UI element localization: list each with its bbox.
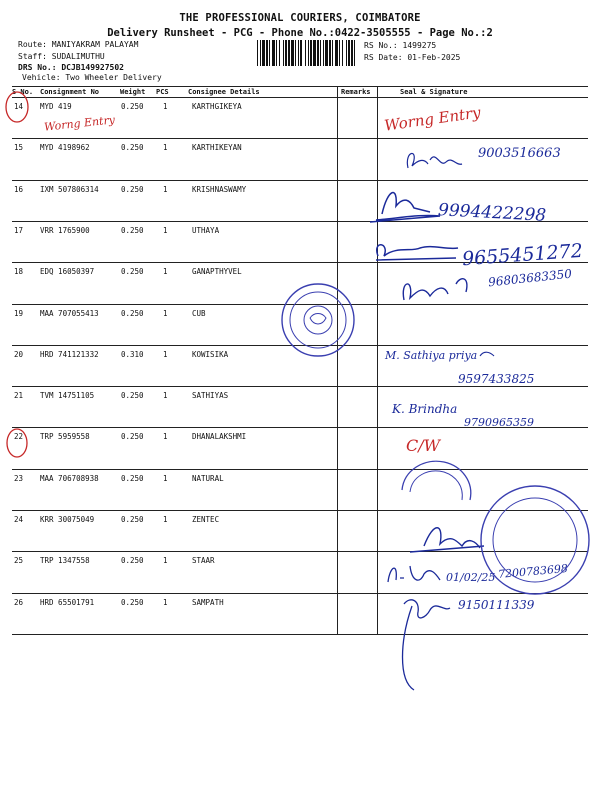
row16-phone: 9994422298 <box>437 200 547 226</box>
cell-consignment-no: MYD 4198962 <box>40 143 90 153</box>
col-header-pcs: PCS <box>156 88 169 96</box>
cell-pcs: 1 <box>163 267 168 277</box>
row17-phone: 9655451272 <box>461 239 584 271</box>
row20-name: M. Sathiya priya <box>385 349 478 362</box>
signature-row18 <box>403 279 467 300</box>
cell-consignment-no: MAA 707055413 <box>40 308 99 318</box>
cell-sno: 17 <box>14 225 24 235</box>
cell-consignment-no: HRD 741121332 <box>40 349 99 359</box>
cell-consignment-no: KRR 30075049 <box>40 515 95 524</box>
cell-consignee: ZENTEC <box>192 515 220 524</box>
large-stamp-rows24-25 <box>481 486 589 594</box>
cell-pcs: 1 <box>163 225 168 235</box>
row15-phone: 9003516663 <box>478 146 561 161</box>
cell-consignment-no: EDQ 16050397 <box>40 267 95 277</box>
cell-weight: 0.250 <box>121 515 144 524</box>
cell-sno: 26 <box>14 597 24 607</box>
cell-consignee: SATHIYAS <box>192 391 229 401</box>
signature-row20 <box>480 352 494 356</box>
cell-consignment-no: MYD 419 <box>40 102 72 111</box>
signature-row26 <box>403 600 451 690</box>
signature-row16 <box>370 193 440 222</box>
cell-consignment-no: TVM 14751105 <box>40 391 95 401</box>
cell-sno: 19 <box>14 308 24 318</box>
cell-weight: 0.250 <box>121 225 144 235</box>
cell-weight: 0.250 <box>121 473 144 483</box>
row21-name: K. Brindha <box>392 402 458 416</box>
col-header-seal: Seal & Signature <box>400 88 468 96</box>
signature-row24 <box>410 528 484 552</box>
cell-weight: 0.250 <box>121 267 144 277</box>
cell-consignee: KOWISIKA <box>192 349 229 359</box>
col-header-sno: S No. <box>12 88 34 96</box>
route-label: Route: MANIYAKRAM PALAYAM <box>18 40 139 49</box>
cell-pcs: 1 <box>163 308 168 318</box>
cell-pcs: 1 <box>163 184 168 194</box>
round-stamp-row19 <box>282 284 354 356</box>
signature-row17 <box>376 245 458 260</box>
cell-sno: 16 <box>14 184 24 194</box>
runsheet-title: Delivery Runsheet - PCG - Phone No.:0422-3505555 - Page No.:2 <box>107 27 493 39</box>
cell-weight: 0.250 <box>121 391 144 401</box>
partial-stamp-rows23-24 <box>402 461 471 500</box>
cell-pcs: 1 <box>163 597 168 607</box>
cell-sno: 23 <box>14 473 24 483</box>
row14-signature-note: Worng Entry <box>383 103 482 135</box>
row25-phone: 7200783698 <box>497 561 569 582</box>
cell-sno: 24 <box>14 515 24 524</box>
cell-consignment-no: TRP 1347558 <box>40 556 90 566</box>
company-title: THE PROFESSIONAL COURIERS, COIMBATORE <box>179 12 421 24</box>
cell-pcs: 1 <box>163 102 168 111</box>
row22-note: C/W <box>406 436 441 455</box>
cell-weight: 0.250 <box>121 143 144 153</box>
cell-sno: 25 <box>14 556 24 566</box>
cell-sno: 15 <box>14 143 24 153</box>
red-circle-row14 <box>6 92 28 122</box>
cell-consignee: UTHAYA <box>192 225 220 235</box>
cell-pcs: 1 <box>163 556 168 566</box>
cell-weight: 0.310 <box>121 349 144 359</box>
cell-consignment-no: IXM 507806314 <box>40 184 99 194</box>
cell-consignee: KARTHIKEYAN <box>192 143 242 153</box>
row18-phone: 96803683350 <box>487 266 573 290</box>
cell-consignment-no: MAA 706708938 <box>40 473 99 483</box>
cell-weight: 0.250 <box>121 308 144 318</box>
cell-pcs: 1 <box>163 473 168 483</box>
staff-label: Staff: SUDALIMUTHU <box>18 52 105 61</box>
cell-weight: 0.250 <box>121 597 144 607</box>
red-circle-row22 <box>7 429 27 457</box>
drs-label: DRS No.: DCJB149927502 <box>18 63 124 72</box>
signature-row15 <box>407 153 462 168</box>
col-header-consignment: Consignment No <box>40 88 100 96</box>
cell-weight: 0.250 <box>121 102 144 111</box>
row25-date: 01/02/25 <box>446 571 496 584</box>
row20-phone: 9597433825 <box>458 372 535 386</box>
vehicle-label: Vehicle: Two Wheeler Delivery <box>22 73 162 82</box>
cell-pcs: 1 <box>163 432 168 442</box>
cell-pcs: 1 <box>163 143 168 153</box>
row21-phone: 9790965359 <box>464 416 534 429</box>
cell-weight: 0.250 <box>121 184 144 194</box>
rs-no-label: RS No.: 1499275 <box>364 41 437 50</box>
cell-consignee: KRISHNASWAMY <box>192 184 247 194</box>
cell-sno: 20 <box>14 349 24 359</box>
cell-sno: 18 <box>14 267 24 277</box>
cell-consignee: NATURAL <box>192 473 224 483</box>
col-header-remarks: Remarks <box>341 88 371 96</box>
row26-phone: 9150111339 <box>458 598 535 612</box>
cell-pcs: 1 <box>163 349 168 359</box>
cell-consignee: KARTHGIKEYA <box>192 102 242 111</box>
cell-consignment-no: HRD 65501791 <box>40 597 95 607</box>
cell-sno: 14 <box>14 102 24 111</box>
cell-consignee: CUB <box>192 308 206 318</box>
cell-sno: 22 <box>14 432 24 442</box>
cell-sno: 21 <box>14 391 24 401</box>
cell-consignee: STAAR <box>192 556 215 566</box>
signature-row25 <box>388 566 440 582</box>
cell-consignee: DHANALAKSHMI <box>192 432 247 442</box>
cell-weight: 0.250 <box>121 432 144 442</box>
rs-date-label: RS Date: 01-Feb-2025 <box>364 53 461 62</box>
cell-consignee: SAMPATH <box>192 597 224 607</box>
cell-pcs: 1 <box>163 391 168 401</box>
cell-pcs: 1 <box>163 515 168 524</box>
cell-consignment-no: VRR 1765900 <box>40 225 90 235</box>
cell-weight: 0.250 <box>121 556 144 566</box>
col-header-weight: Weight <box>120 88 146 96</box>
red-correction-note: Worng Entry <box>43 113 116 134</box>
col-header-consignee: Consignee Details <box>188 88 260 96</box>
cell-consignee: GANAPTHYVEL <box>192 267 242 277</box>
cell-consignment-no: TRP 5959558 <box>40 432 90 442</box>
